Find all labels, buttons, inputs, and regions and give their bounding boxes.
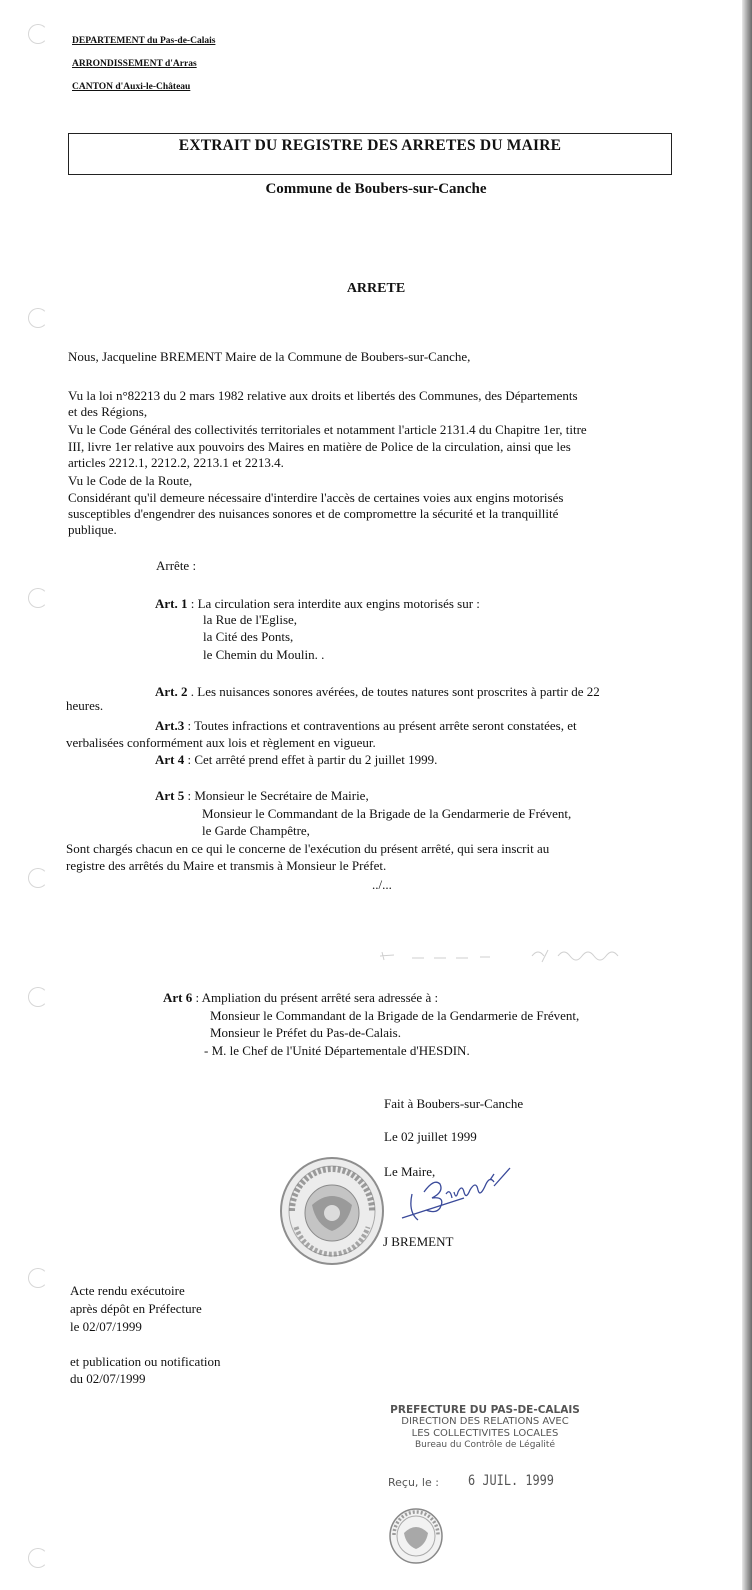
punch-hole: [28, 24, 48, 44]
article-3-label: Art.3: [155, 718, 185, 733]
street-item: le Chemin du Moulin. .: [203, 647, 325, 662]
title-box: [68, 133, 672, 175]
considerant-line: articles 2212.1, 2212.2, 2213.1 et 2213.4.: [68, 455, 284, 470]
prefecture-seal: [388, 1507, 444, 1565]
article-6: [163, 990, 438, 1006]
article-3-text: : Toutes infractions et contraventions au présent arrête seront constatées, et: [184, 718, 577, 733]
punch-hole: [28, 868, 48, 888]
recu-label: Reçu, le :: [388, 1476, 439, 1489]
prefecture-stamp-line: Bureau du Contrôle de Légalité: [414, 1440, 555, 1450]
considerant-line: publique.: [68, 522, 117, 537]
article-3-continuation: verbalisées conformément aux lois et règlement en vigueur.: [66, 735, 376, 750]
considerant-line: Vu le Code de la Route,: [68, 473, 193, 488]
article-6-recipient: - M. le Chef de l'Unité Départementale d'HESDIN.: [204, 1043, 470, 1058]
intro-line: Nous, Jacqueline BREMENT Maire de la Commune de Boubers-sur-Canche,: [68, 349, 471, 364]
article-1-text: : La circulation sera interdite aux engins motorisés sur :: [187, 596, 480, 611]
article-2-text: . Les nuisances sonores avérées, de toutes natures sont proscrites à partir de 22: [187, 684, 600, 699]
mairie-seal: [278, 1155, 386, 1267]
article-5-recipient: le Garde Champêtre,: [202, 823, 310, 838]
prefecture-stamp-line: LES COLLECTIVITES LOCALES: [411, 1428, 559, 1439]
punch-hole: [28, 308, 48, 328]
article-6-label: Art 6: [163, 990, 193, 1005]
handwritten-signature: [394, 1164, 514, 1226]
article-6-recipient: Monsieur le Commandant de la Brigade de la Gendarmerie de Frévent,: [210, 1008, 580, 1023]
considerant-line: susceptibles d'engendrer des nuisances sonores et de compromettre la sécurité et la tranquillité: [68, 506, 559, 521]
article-4: [155, 752, 437, 768]
signature-name: J BREMENT: [383, 1234, 454, 1249]
street-item: la Rue de l'Eglise,: [203, 612, 298, 627]
article-5-text: : Monsieur le Secrétaire de Mairie,: [184, 788, 369, 803]
signature-place: Fait à Boubers-sur-Canche: [384, 1096, 524, 1111]
header-canton: CANTON d'Auxi-le-Château: [72, 82, 191, 92]
considerant-line: Considérant qu'il demeure nécessaire d'interdire l'accès de certaines voies aux engins motorisés: [68, 490, 564, 505]
article-4-text: : Cet arrêté prend effet à partir du 2 juillet 1999.: [184, 752, 438, 767]
street-item: la Cité des Ponts,: [203, 629, 294, 644]
executoire-line: Acte rendu exécutoire: [70, 1283, 185, 1298]
considerant-line: III, livre 1er relative aux pouvoirs des Maires en matière de Police de la circulation, ainsi que les: [68, 439, 571, 454]
punch-hole: [28, 987, 48, 1007]
considerant-line: Vu la loi n°82213 du 2 mars 1982 relative aux droits et libertés des Communes, des Départements: [68, 388, 578, 403]
article-5-recipient: Monsieur le Commandant de la Brigade de la Gendarmerie de Frévent,: [202, 806, 572, 821]
prefecture-stamp-line: DIRECTION DES RELATIONS AVEC: [401, 1416, 569, 1427]
executoire-line: du 02/07/1999: [70, 1371, 146, 1386]
header-departement: DEPARTEMENT du Pas-de-Calais: [72, 36, 216, 46]
executoire-line: après dépôt en Préfecture: [70, 1301, 202, 1316]
article-6-text: : Ampliation du présent arrêté sera adressée à :: [192, 990, 439, 1005]
article-5-continuation: registre des arrêtés du Maire et transmis à Monsieur le Préfet.: [66, 858, 387, 873]
signature-date: Le 02 juillet 1999: [384, 1129, 477, 1144]
document-title: EXTRAIT DU REGISTRE DES ARRETES DU MAIRE: [178, 137, 562, 154]
article-5-continuation: Sont chargés chacun en ce qui le concerne de l'exécution du présent arrêté, qui sera inscrit au: [66, 841, 550, 856]
executoire-line: et publication ou notification: [70, 1354, 221, 1369]
page-edge-shadow: [742, 0, 752, 1590]
punch-hole: [28, 1548, 48, 1568]
article-3: [155, 718, 577, 734]
considerant-line: et des Régions,: [68, 404, 148, 419]
article-2-label: Art. 2: [155, 684, 188, 699]
commune-name: Commune de Boubers-sur-Canche: [265, 181, 487, 197]
prefecture-stamp-line: PREFECTURE DU PAS-DE-CALAIS: [390, 1404, 580, 1416]
article-2: [155, 684, 600, 700]
article-1: [155, 596, 480, 612]
executoire-line: le 02/07/1999: [70, 1319, 142, 1334]
recu-date: 6 JUIL. 1999: [468, 1473, 554, 1489]
header-arrondissement: ARRONDISSEMENT d'Arras: [72, 59, 197, 69]
article-6-recipient: Monsieur le Préfet du Pas-de-Calais.: [210, 1025, 401, 1040]
article-5: [155, 788, 369, 804]
arrete-label: Arrête :: [156, 558, 197, 573]
signature-role: Le Maire,: [384, 1164, 436, 1179]
article-5-label: Art 5: [155, 788, 185, 803]
article-1-label: Art. 1: [155, 596, 188, 611]
article-2-continuation: heures.: [66, 698, 104, 713]
punch-hole: [28, 1268, 48, 1288]
arrete-heading: ARRETE: [346, 281, 406, 296]
page-continuation-mark: ../...: [372, 877, 392, 892]
bleed-through-mark: [372, 944, 682, 964]
punch-hole: [28, 588, 48, 608]
article-4-label: Art 4: [155, 752, 185, 767]
considerant-line: Vu le Code Général des collectivités territoriales et notamment l'article 2131.4 du Chapitre 1er, titre: [68, 422, 587, 437]
